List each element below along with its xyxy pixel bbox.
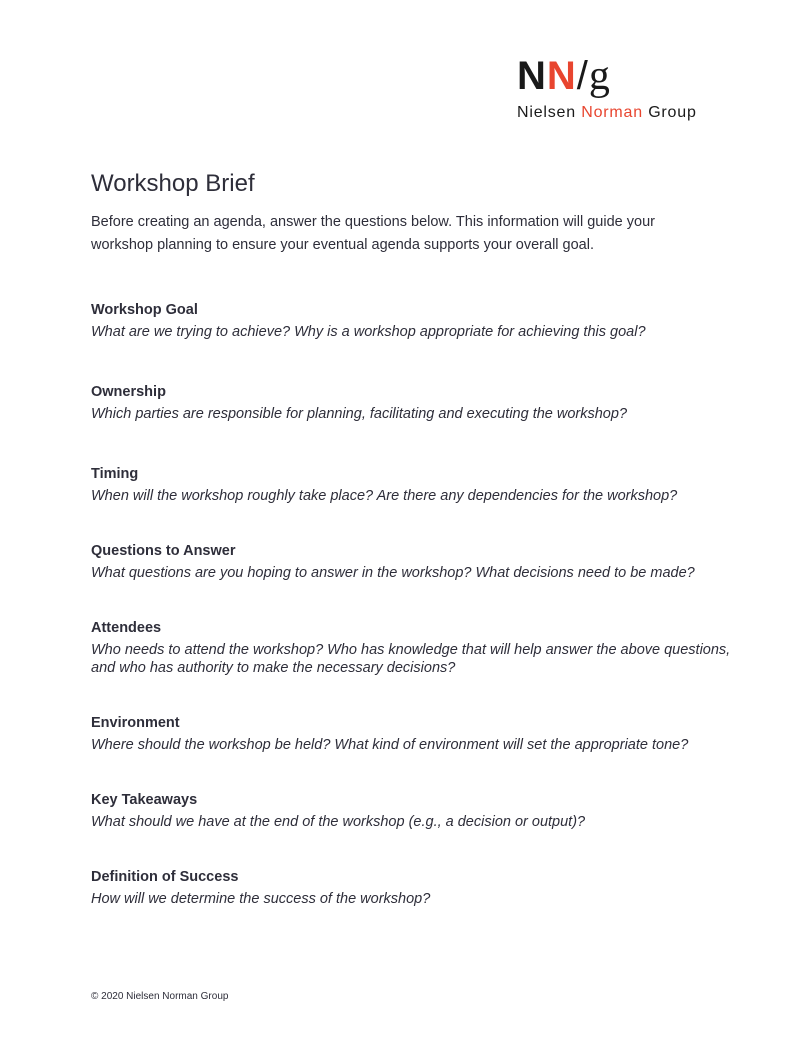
section-question: How will we determine the success of the workshop? [91,891,431,907]
nng-logo-mark [517,53,697,99]
section-question: Which parties are responsible for planning, facilitating and executing the workshop? [91,406,628,422]
section-question: What questions are you hoping to answer in the workshop? What decisions need to be made? [91,565,695,581]
section-ownership [91,383,731,423]
section-heading: Questions to Answer [91,543,236,559]
logo-letter-n-black: N [517,54,547,98]
copyright-footer: © 2020 Nielsen Norman Group [91,991,229,1002]
section-timing [91,465,731,505]
section-definition-of-success [91,868,731,908]
logo-slash: / [576,54,589,98]
section-heading: Workshop Goal [91,302,198,318]
section-question: What should we have at the end of the workshop (e.g., a decision or output)? [91,814,586,830]
section-attendees [91,619,731,677]
section-heading: Attendees [91,620,162,636]
section-question: Where should the workshop be held? What kind of environment will set the appropriate tone? [91,737,689,753]
section-heading: Definition of Success [91,869,239,885]
logo-wordmark [517,104,697,122]
section-questions-to-answer [91,542,731,582]
logo-word-group: Group [648,104,697,121]
section-question: Who needs to attend the workshop? Who has knowledge that will help answer the above questions, and who has authority to make the necessary decisions? [91,642,731,676]
logo-word-norman: Norman [581,104,643,121]
section-workshop-goal [91,301,731,341]
section-key-takeaways [91,791,731,831]
logo-letter-n-red: N [546,54,577,98]
section-environment [91,714,731,754]
section-heading: Environment [91,715,180,731]
logo-letter-g: g [588,53,611,99]
page-title: Workshop Brief [91,170,255,197]
section-heading: Key Takeaways [91,792,198,808]
intro-paragraph: Before creating an agenda, answer the questions below. This information will guide your workshop planning to ensure your eventual agenda supports your overall goal. [91,214,655,253]
logo-word-nielsen: Nielsen [517,104,576,121]
section-question: What are we trying to achieve? Why is a workshop appropriate for achieving this goal? [91,324,646,340]
nng-logo [517,53,697,122]
section-heading: Ownership [91,384,166,400]
section-question: When will the workshop roughly take place? Are there any dependencies for the workshop? [91,488,678,504]
section-heading: Timing [91,466,139,482]
